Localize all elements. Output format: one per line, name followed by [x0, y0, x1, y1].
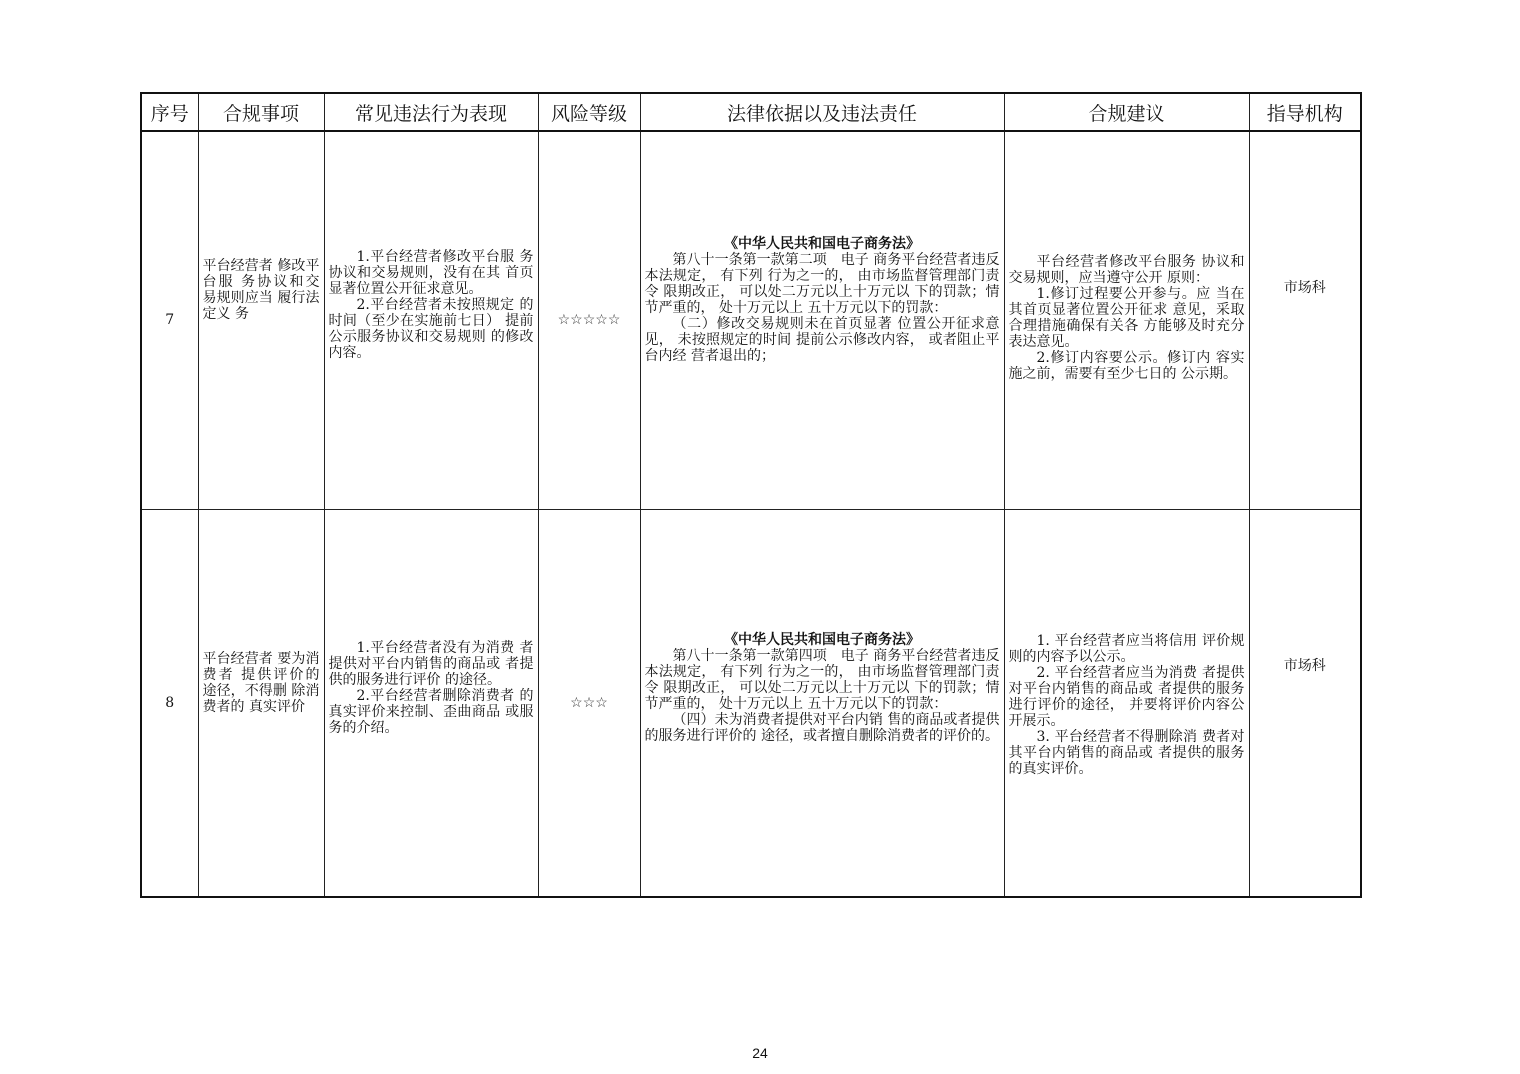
header-row	[141, 93, 1361, 131]
behavior-para: 2.平台经营者未按照规定 的时间（至少在实施前七日） 提前公示服务协议和交易规则 的修改内容。	[328, 297, 534, 362]
page-number: 24	[752, 1045, 768, 1061]
law-para: 第八十一条第一款第四项 电子 商务平台经营者违反本法规定， 有下列 行为之一的， 由市场监督管理部门责令 限期改正， 可以处二万元以上十万元以 下的罚款；情节严重的， 处十万元以上 五十万元以下的罚款：	[644, 647, 1000, 712]
table-row	[141, 509, 1361, 897]
law-title: 《中华人民共和国电子商务法》	[724, 631, 920, 648]
advice-para: 平台经营者修改平台服务 协议和交易规则，应当遵守公开 原则：	[1008, 254, 1245, 287]
header-risk: 风险等级	[538, 93, 640, 131]
violation-behavior	[324, 509, 538, 897]
risk-level-stars: ☆☆☆☆☆	[538, 131, 640, 509]
advice-para: 2. 平台经营者应当为消费 者提供对平台内销售的商品或 者提供的服务进行评价的途径， 并要将评价内容公开展示。	[1008, 664, 1245, 729]
compliance-item-text: 平台经营者 要为消费者 提供评价的 途径，不得删 除消费者的 真实评价	[202, 650, 320, 715]
advice-para: 1. 平台经营者应当将信用 评价规则的内容予以公示。	[1008, 632, 1245, 665]
compliance-item-text: 平台经营者 修改平台服 务协议和交 易规则应当 履行法定义 务	[202, 258, 320, 323]
row-number: 8	[141, 509, 198, 897]
row-number: 7	[141, 131, 198, 509]
header-item: 合规事项	[198, 93, 324, 131]
advice-para: 2.修订内容要公示。修订内 容实施之前，需要有至少七日的 公示期。	[1008, 350, 1245, 383]
behavior-para: 1.平台经营者修改平台服 务协议和交易规则，没有在其 首页显著位置公开征求意见。	[328, 249, 534, 298]
header-law: 法律依据以及违法责任	[640, 93, 1004, 131]
compliance-advice	[1004, 131, 1249, 509]
legal-basis	[640, 131, 1004, 509]
header-advice: 合规建议	[1004, 93, 1249, 131]
compliance-advice	[1004, 509, 1249, 897]
compliance-item	[198, 131, 324, 509]
law-para: （二）修改交易规则未在首页显著 位置公开征求意见， 未按照规定的时间 提前公示修改内容， 或者阻止平台内经 营者退出的；	[644, 316, 1000, 365]
advice-para: 1.修订过程要公开参与。应 当在其首页显著位置公开征求 意见，采取合理措施确保有关各 方能够及时充分表达意见。	[1008, 286, 1245, 351]
header-no: 序号	[141, 93, 198, 131]
guiding-organization: 市场科	[1249, 131, 1361, 509]
violation-behavior	[324, 131, 538, 509]
behavior-para: 1.平台经营者没有为消费 者提供对平台内销售的商品或 者提供的服务进行评价 的途径。	[328, 639, 534, 688]
law-para: （四）未为消费者提供对平台内销 售的商品或者提供的服务进行评价的 途径，或者擅自删除消费者的评价的。	[644, 711, 1000, 744]
behavior-para: 2.平台经营者删除消费者 的真实评价来控制、歪曲商品 或服务的介绍。	[328, 687, 534, 736]
law-para: 第八十一条第一款第二项 电子 商务平台经营者违反本法规定， 有下列 行为之一的， 由市场监督管理部门责令 限期改正， 可以处二万元以上十万元以 下的罚款；情节严重的， 处十万元以上 五十万元以下的罚款：	[644, 252, 1000, 317]
compliance-table	[140, 92, 1362, 898]
guiding-organization: 市场科	[1249, 509, 1361, 897]
legal-basis	[640, 509, 1004, 897]
law-title: 《中华人民共和国电子商务法》	[724, 236, 920, 253]
header-org: 指导机构	[1249, 93, 1361, 131]
risk-level-stars: ☆☆☆	[538, 509, 640, 897]
table-row	[141, 131, 1361, 509]
compliance-item	[198, 509, 324, 897]
header-behavior: 常见违法行为表现	[324, 93, 538, 131]
advice-para: 3. 平台经营者不得删除消 费者对其平台内销售的商品或 者提供的服务的真实评价。	[1008, 728, 1245, 777]
